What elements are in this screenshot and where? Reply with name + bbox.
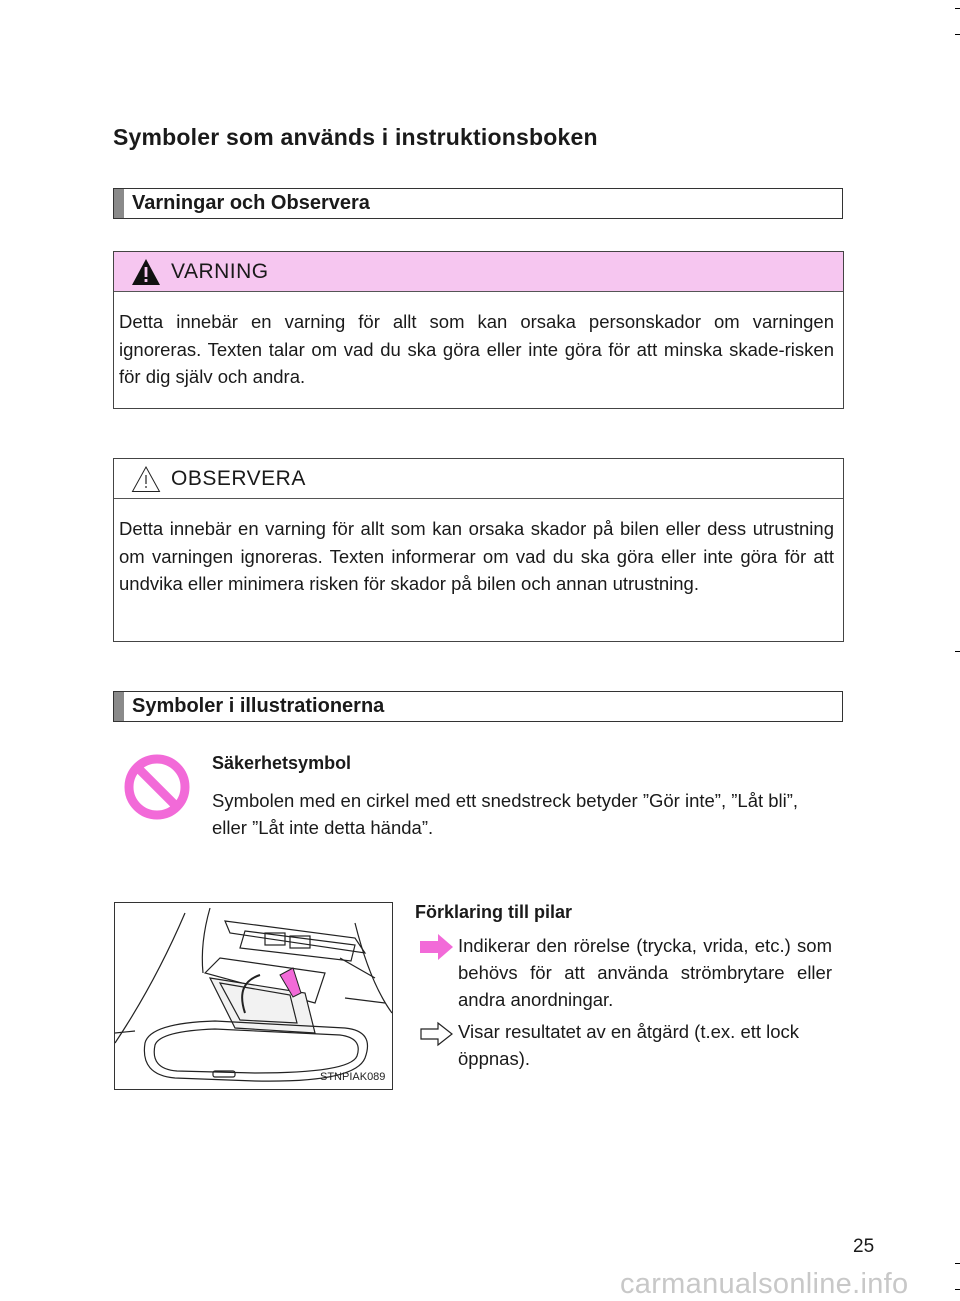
section-header-bar <box>114 692 124 721</box>
safety-text: Symbolen med en cirkel med ett snedstreck betyder ”Gör inte”, ”Låt bli”, eller ”Låt inte detta hända”. <box>212 790 799 838</box>
warning-box-header <box>114 252 843 292</box>
overhead-console-drawing <box>115 903 392 1089</box>
outline-arrow-text: Visar resultatet av en åtgärd (t.ex. ett lock öppnas). <box>458 1021 800 1069</box>
outline-arrow-icon <box>420 1021 454 1047</box>
warning-triangle-icon <box>131 258 161 286</box>
crop-mark <box>955 34 960 35</box>
caution-box-header <box>114 459 843 499</box>
warning-label: VARNING <box>171 260 269 283</box>
warning-text: Detta innebär en varning för allt som kan orsaka personskador om varningen ignoreras. Texten talar om vad du ska göra eller inte göra för att minska skade-risken för dig själv och andra. <box>119 311 834 387</box>
caution-label: OBSERVERA <box>171 467 306 490</box>
warning-box <box>113 251 844 409</box>
caution-text: Detta innebär en varning för allt som kan orsaka skador på bilen eller dess utrustning om varningen ignoreras. Texten informerar om vad du ska göra eller inte göra för att undvika eller minimera risken för skador på bilen och annan utrustning. <box>119 518 834 594</box>
crop-mark <box>955 8 960 9</box>
crop-mark <box>955 651 960 652</box>
crop-mark <box>955 1263 960 1264</box>
filled-arrow-icon <box>420 934 454 960</box>
prohibition-icon <box>124 754 190 820</box>
caution-box <box>113 458 844 642</box>
section-header-label: Varningar och Observera <box>132 192 370 214</box>
watermark: carmanualsonline.info <box>620 1268 909 1300</box>
section-header-label: Symboler i illustrationerna <box>132 695 385 717</box>
section-header-illustrations <box>113 691 843 722</box>
page-number: 25 <box>853 1236 875 1257</box>
page-title: Symboler som används i instruktionsboken <box>113 124 598 150</box>
crop-mark <box>955 1289 960 1290</box>
caution-triangle-icon <box>131 465 161 493</box>
filled-arrow-text: Indikerar den rörelse (trycka, vrida, etc.) som behövs för att använda strömbrytare eller andra anordningar. <box>458 935 832 1010</box>
section-header-warnings <box>113 188 843 219</box>
safety-title: Säkerhetsymbol <box>212 753 352 773</box>
section-header-bar <box>114 189 124 218</box>
illustration-overhead-console <box>114 902 393 1090</box>
illustration-code: STNPIAK089 <box>320 1071 386 1083</box>
arrows-title: Förklaring till pilar <box>415 902 573 922</box>
